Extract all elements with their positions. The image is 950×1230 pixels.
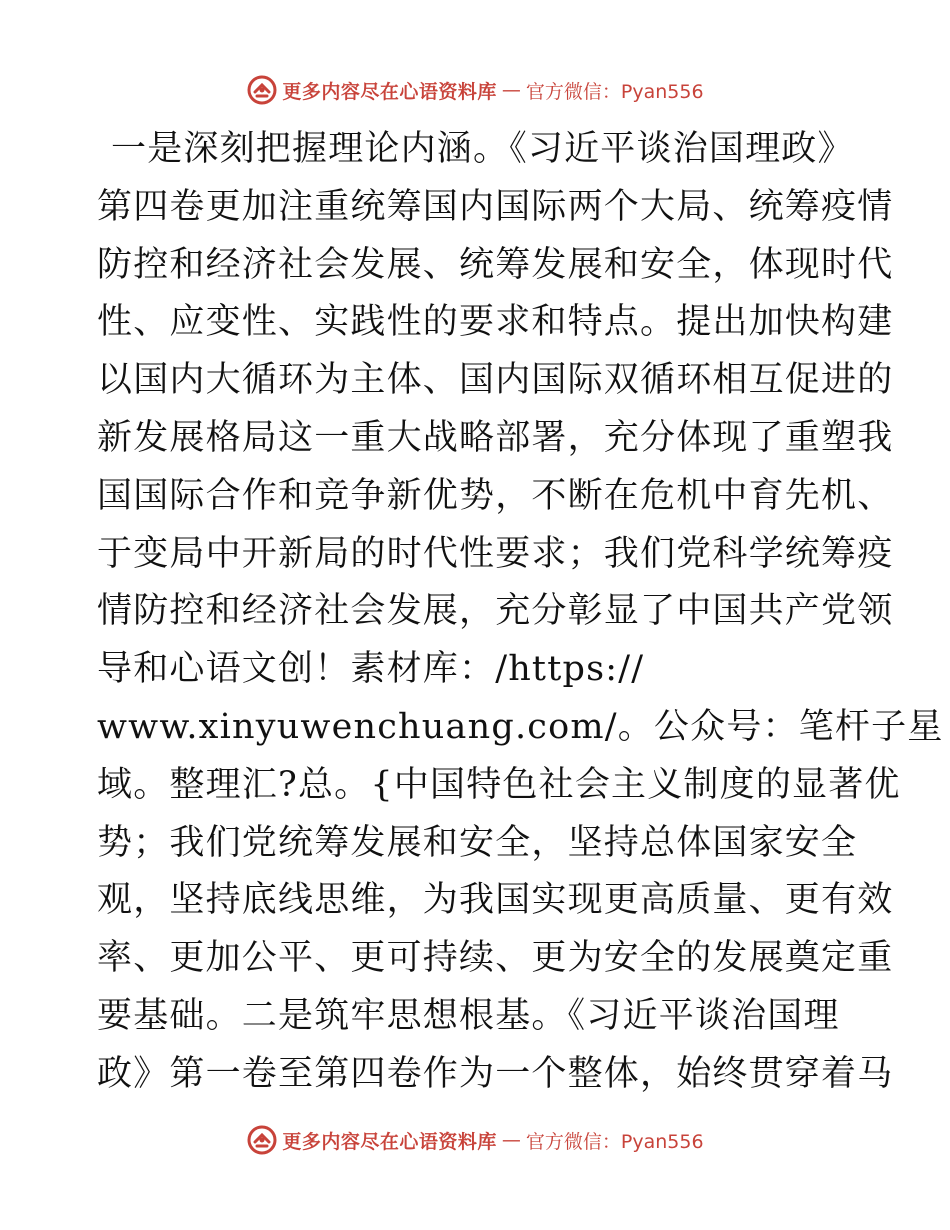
text-line: 率、更加公平、更可持续、更为安全的发展奠定重 [97, 938, 894, 979]
text-line: 防控和经济社会发展、统筹发展和安全，体现时代 [97, 244, 894, 285]
text-line: 新发展格局这一重大战略部署，充分体现了重塑我 [97, 417, 894, 458]
footer-wechat-text: 官方微信：Pyan556 [525, 1130, 704, 1153]
header-promo-text: 更多内容尽在心语资料库 [282, 80, 497, 103]
document-body [97, 121, 944, 1104]
text-line: www.xinyuwenchuang.com/。公众号：笔杆子星 [97, 706, 944, 747]
text-line: 第四卷更加注重统筹国内国际两个大局、统筹疫情 [97, 186, 894, 227]
footer-promo-text: 更多内容尽在心语资料库 [282, 1130, 497, 1153]
header-wechat-text: 官方微信：Pyan556 [525, 80, 704, 103]
text-line: 一是深刻把握理论内涵。《习近平谈治国理政》 [111, 129, 854, 169]
text-line: 要基础。二是筑牢思想根基。《习近平谈治国理 [97, 995, 840, 1036]
text-line: 政》第一卷至第四卷作为一个整体，始终贯穿着马 [97, 1053, 894, 1094]
text-line: 于变局中开新局的时代性要求；我们党科学统筹疫 [97, 533, 894, 574]
text-line: 域。整理汇?总。{中国特色社会主义制度的显著优 [97, 764, 901, 805]
text-line: 情防控和经济社会发展，充分彰显了中国共产党领 [97, 591, 894, 632]
text-line: 势；我们党统筹发展和安全，坚持总体国家安全 [97, 822, 858, 863]
footer-dash: — [501, 1129, 521, 1151]
book-logo-icon [246, 74, 278, 106]
footer-banner [0, 1120, 950, 1160]
text-line: 以国内大循环为主体、国内国际双循环相互促进的 [97, 360, 894, 401]
book-logo-icon [246, 1124, 278, 1156]
text-line: 性、应变性、实践性的要求和特点。提出加快构建 [97, 302, 894, 343]
header-dash: — [501, 79, 521, 101]
text-line: 导和心语文创！素材库：/https:// [97, 649, 645, 690]
header-banner [0, 70, 950, 110]
text-line: 观，坚持底线思维，为我国实现更高质量、更有效 [97, 880, 894, 921]
text-line: 国国际合作和竞争新优势，不断在危机中育先机、 [97, 475, 894, 516]
